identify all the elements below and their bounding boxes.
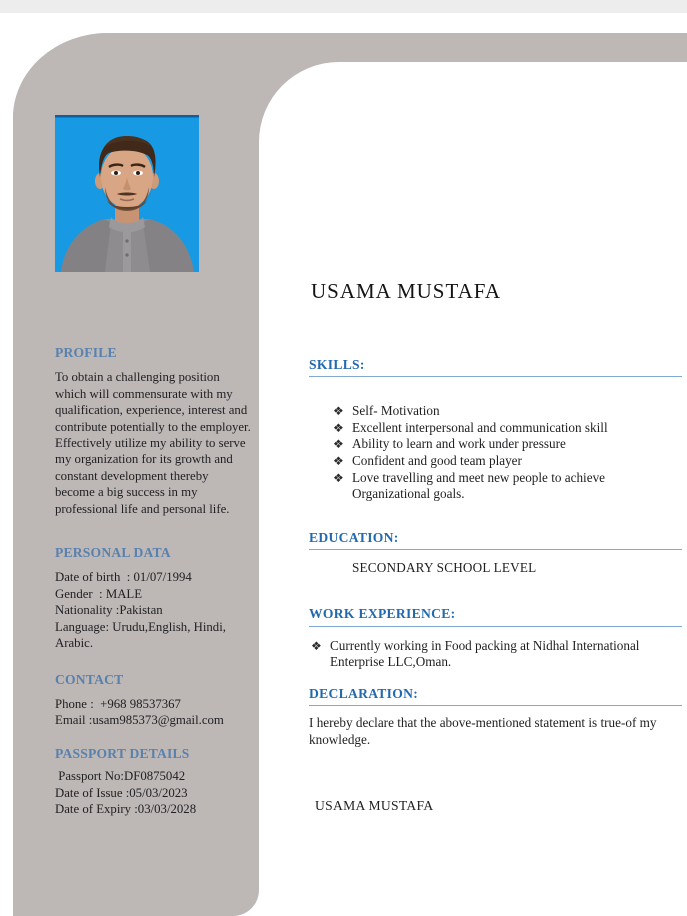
profile-text: To obtain a challenging position which will commensurate with my qualification, experience, interest and contribute potentially to the employer. Effectively utilize my ability to serve my organization for its growth and constant development thereby become a big success in my professional life and personal life. (55, 370, 251, 516)
profile-heading: PROFILE (55, 345, 117, 360)
diamond-bullet-icon: ❖ (333, 404, 344, 419)
work-item (311, 638, 682, 671)
diamond-bullet-icon: ❖ (333, 437, 344, 452)
skill-item-text: Self- Motivation (352, 403, 440, 419)
declaration-text: I hereby declare that the above-mentioned statement is true-of my knowledge. (309, 715, 657, 747)
contact-heading: CONTACT (55, 671, 124, 687)
skills-list (309, 403, 682, 503)
work-item-text: Currently working in Food packing at Nidhal International Enterprise LLC,Oman. (330, 637, 640, 670)
dob-line: Date of birth : 01/07/1994 (55, 570, 192, 585)
main-content (309, 279, 682, 814)
issue-date-line: Date of Issue :05/03/2023 (55, 785, 188, 800)
skill-item-text: Excellent interpersonal and communication skill (352, 419, 608, 435)
diamond-bullet-icon: ❖ (333, 420, 344, 435)
education-heading: EDUCATION: (309, 530, 682, 551)
passport-details-heading: PASSPORT DETAILS (55, 745, 190, 761)
diamond-bullet-icon: ❖ (311, 638, 322, 653)
skill-item-text: Confident and good team player (352, 452, 522, 468)
skills-heading: SKILLS: (309, 357, 682, 378)
phone-line: Phone : +968 98537367 (55, 696, 181, 711)
skill-item (333, 470, 682, 503)
declaration-heading: DECLARATION: (309, 686, 682, 707)
skill-item-text: Ability to learn and work under pressure (352, 436, 566, 452)
email-line: Email :usam985373@gmail.com (55, 713, 224, 728)
diamond-bullet-icon: ❖ (333, 453, 344, 468)
language-line: Language: Urudu,English, Hindi, Arabic. (55, 619, 229, 651)
nationality-line: Nationality :Pakistan (55, 603, 163, 618)
education-level-text: SECONDARY SCHOOL LEVEL (352, 560, 537, 576)
sidebar (55, 345, 251, 817)
passport-no-line: Passport No:DF0875042 (55, 769, 186, 784)
personal-data-heading: PERSONAL DATA (55, 545, 171, 561)
gender-line: Gender : MALE (55, 586, 143, 601)
skill-item (333, 420, 682, 437)
name-title: USAMA MUSTAFA (311, 279, 502, 303)
work-experience-heading: WORK EXPERIENCE: (309, 606, 682, 627)
skill-item (333, 453, 682, 470)
signature-name: USAMA MUSTAFA (315, 797, 434, 813)
skill-item-text: Love travelling and meet new people to achieve Organizational goals. (352, 469, 606, 502)
expiry-date-line: Date of Expiry :03/03/2028 (55, 801, 197, 816)
work-experience-list (309, 638, 682, 671)
diamond-bullet-icon: ❖ (333, 470, 344, 485)
skill-item (333, 403, 682, 420)
profile-photo (55, 115, 199, 272)
portrait-illustration (55, 115, 199, 272)
skill-item (333, 436, 682, 453)
page-top-strip (0, 0, 687, 13)
